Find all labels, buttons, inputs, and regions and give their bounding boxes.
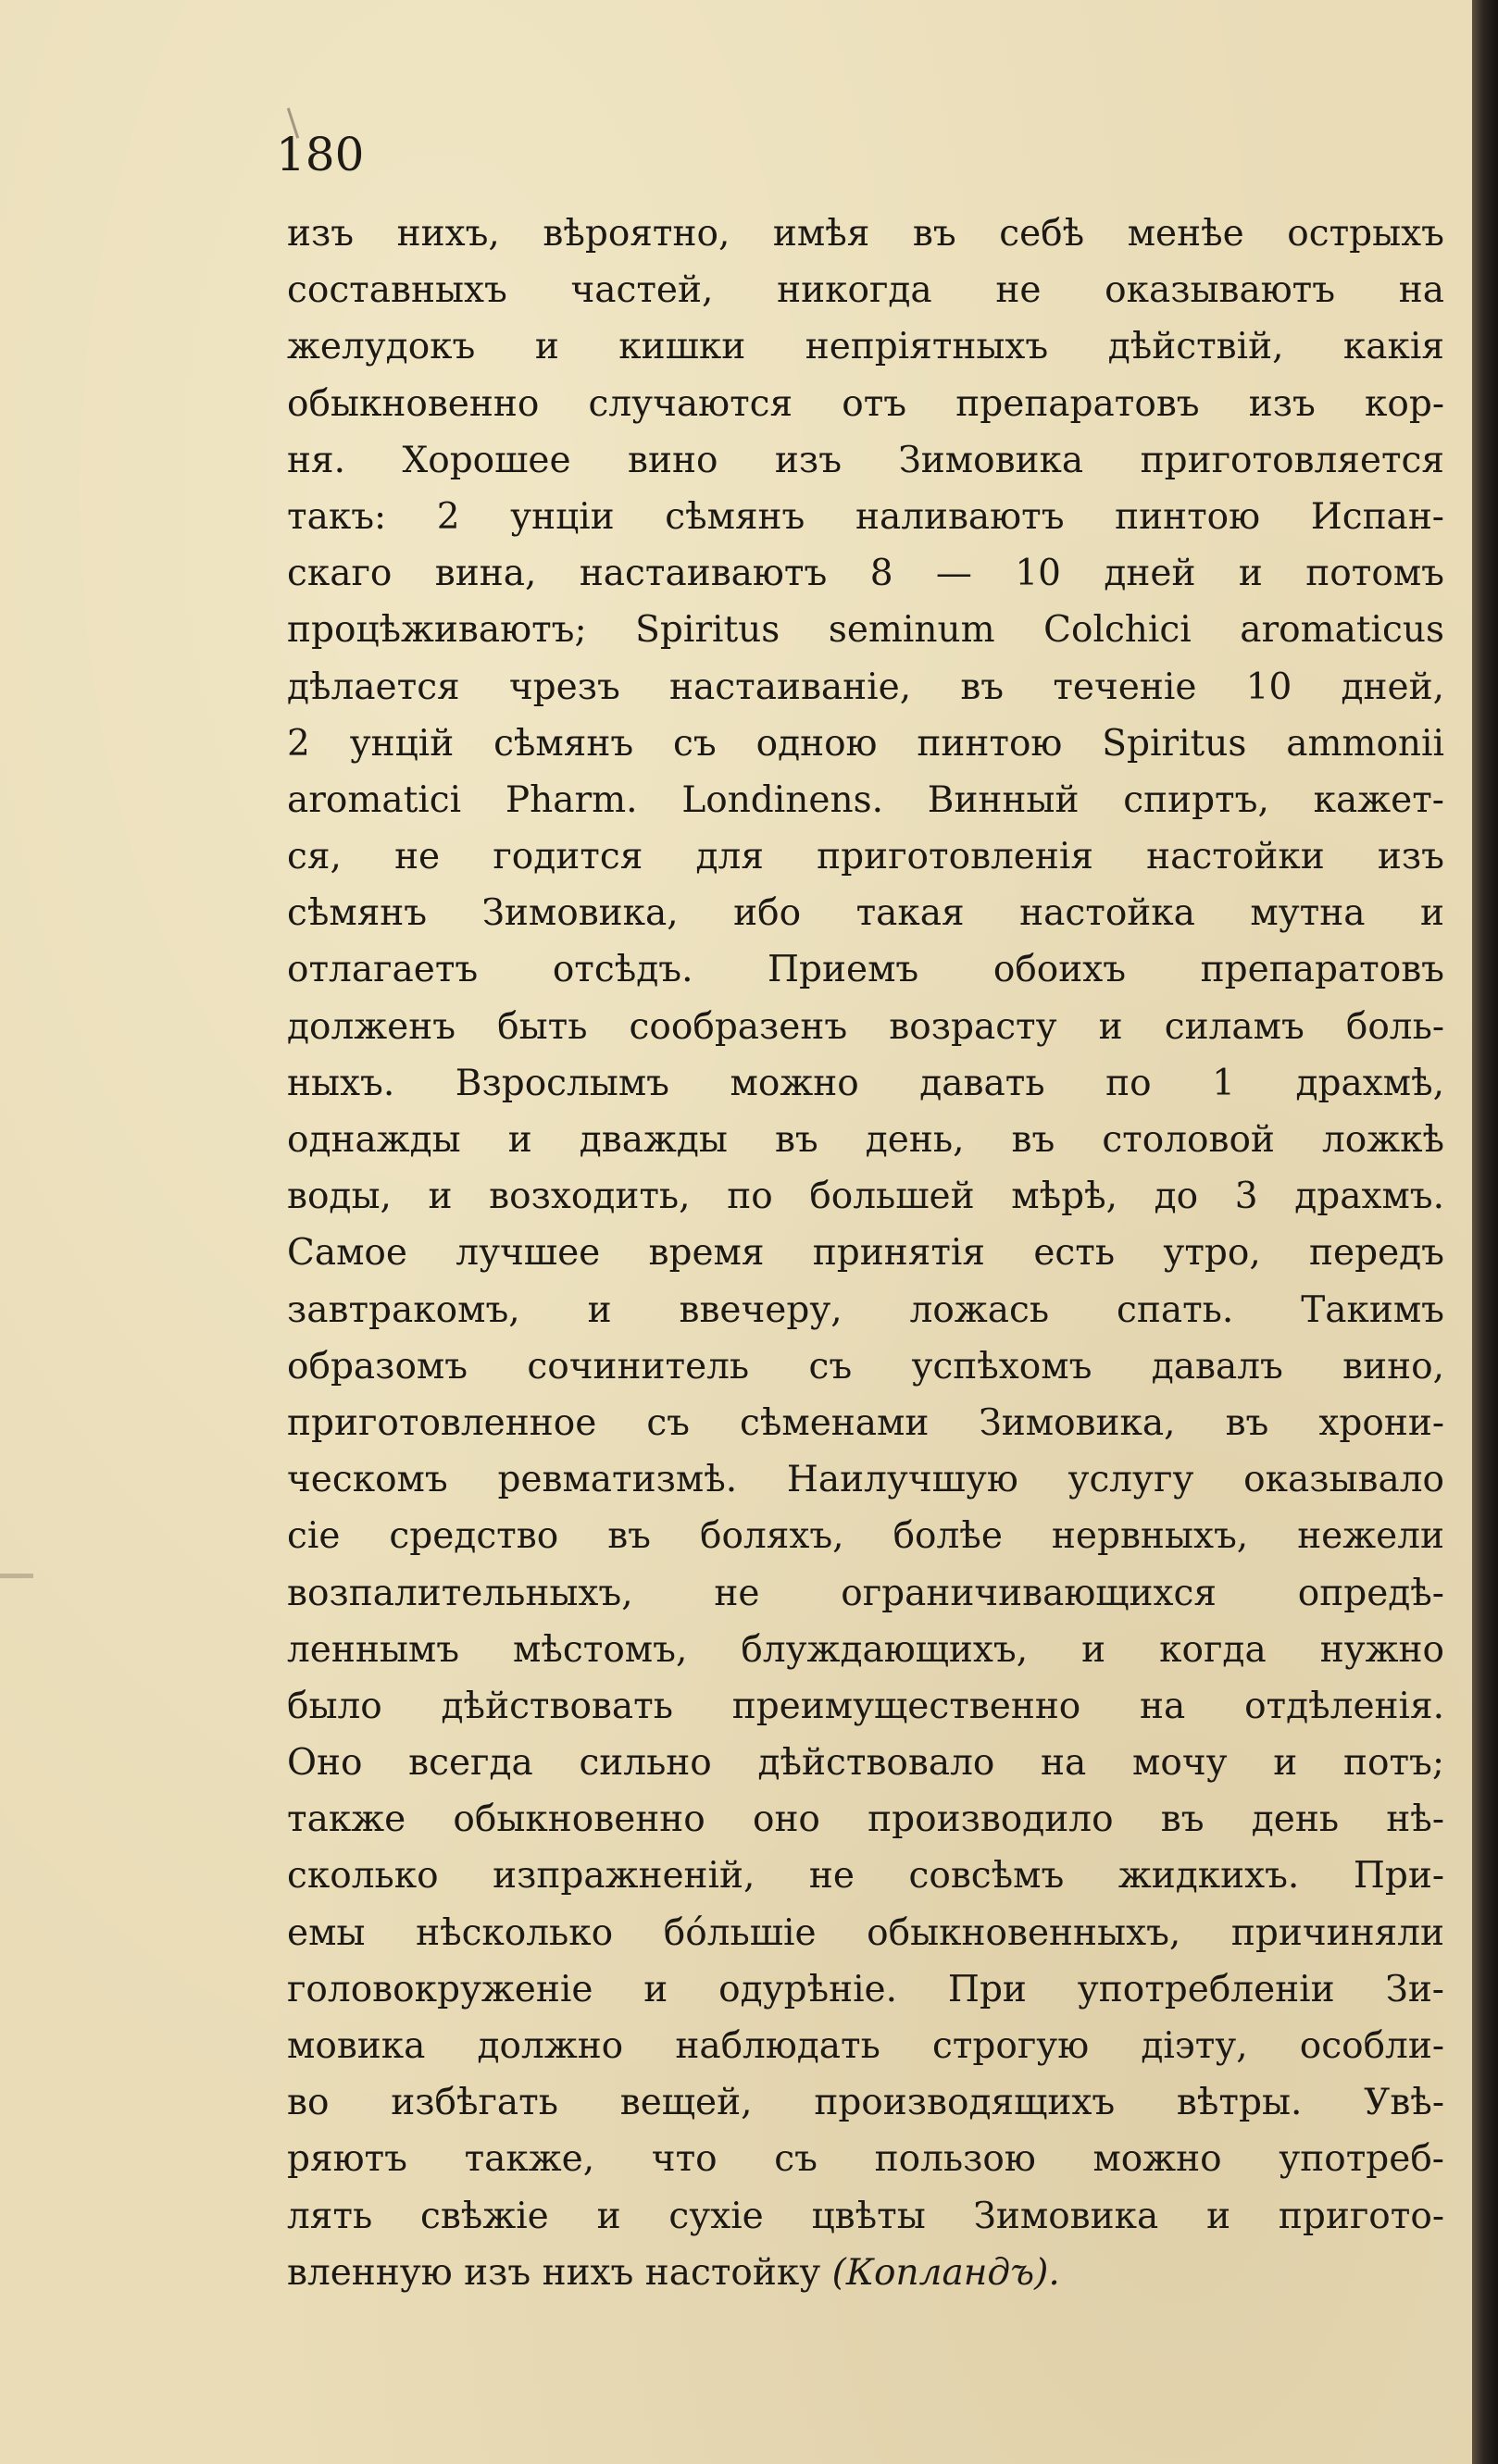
- text-line: однажды и дважды въ день, въ столовой ложкѣ: [287, 1119, 1444, 1161]
- page-number: 180: [276, 128, 365, 181]
- text-line: емы нѣсколько бо́льшіе обыкновенныхъ, причиняли: [287, 1911, 1444, 1954]
- text-line: долженъ быть сообразенъ возрасту и силамъ боль-: [287, 1005, 1444, 1048]
- text-line: отлагаетъ отсѣдъ. Приемъ обоихъ препаратовъ: [287, 949, 1444, 991]
- page-edge: [1472, 0, 1498, 2464]
- text-line: ня. Хорошее вино изъ Зимовика приготовляется: [287, 439, 1444, 481]
- text-line-last: [287, 2245, 1444, 2301]
- text-line: изъ нихъ, вѣроятно, имѣя въ себѣ менѣе острыхъ: [287, 213, 1444, 255]
- text-line: возпалительныхъ, не ограничивающихся опредѣ-: [287, 1572, 1444, 1614]
- body-text: [287, 205, 1444, 2301]
- text-line: было дѣйствовать преимущественно на отдѣленія.: [287, 1685, 1444, 1727]
- text-line: воды, и возходить, по большей мѣрѣ, до 3 драхмъ.: [287, 1176, 1444, 1218]
- text-line: 2 унцій сѣмянъ съ одною пинтою Spiritus ammonii: [287, 722, 1444, 765]
- text-line: образомъ сочинитель съ успѣхомъ давалъ вино,: [287, 1345, 1444, 1388]
- text-line: ныхъ. Взрослымъ можно давать по 1 драхмѣ,: [287, 1062, 1444, 1104]
- page-smudge: [0, 1574, 33, 1578]
- text-line: мовика должно наблюдать строгую діэту, особли-: [287, 2025, 1444, 2067]
- text-line: обыкновенно случаются отъ препаратовъ изъ кор-: [287, 382, 1444, 425]
- text-line: aromatici Pharm. Londinens. Винный спиртъ, кажет-: [287, 778, 1444, 821]
- text-line: лять свѣжіе и сухіе цвѣты Зимовика и пригото-: [287, 2195, 1444, 2237]
- text-line: скаго вина, настаиваютъ 8 — 10 дней и потомъ: [287, 553, 1444, 595]
- text-line: ряютъ также, что съ пользою можно употреб-: [287, 2138, 1444, 2181]
- text-line: такъ: 2 унціи сѣмянъ наливаютъ пинтою Испан-: [287, 495, 1444, 538]
- text-line: Самое лучшее время принятія есть утро, передъ: [287, 1232, 1444, 1275]
- text-line: составныхъ частей, никогда не оказываютъ на: [287, 269, 1444, 312]
- text-line: ся, не годится для приготовленія настойки изъ: [287, 836, 1444, 878]
- text-line: во избѣгать вещей, производящихъ вѣтры. Увѣ-: [287, 2082, 1444, 2124]
- text-line: леннымъ мѣстомъ, блуждающихъ, и когда нужно: [287, 1628, 1444, 1671]
- citation: (Копландъ).: [831, 2251, 1060, 2294]
- text-line: головокруженіе и одурѣніе. При употребленіи Зи-: [287, 1968, 1444, 2010]
- text-line: Оно всегда сильно дѣйствовало на мочу и потъ;: [287, 1742, 1444, 1785]
- text-line: дѣлается чрезъ настаиваніе, въ теченіе 10 дней,: [287, 666, 1444, 708]
- text-line: желудокъ и кишки непріятныхъ дѣйствій, какія: [287, 326, 1444, 368]
- text-line: процѣживаютъ; Spiritus seminum Colchici aromaticus: [287, 609, 1444, 652]
- text-line: сѣмянъ Зимовика, ибо такая настойка мутна и: [287, 892, 1444, 935]
- text-line: сіе средство въ боляхъ, болѣе нервныхъ, нежели: [287, 1515, 1444, 1558]
- text-line: также обыкновенно оно производило въ день нѣ-: [287, 1798, 1444, 1841]
- text-line: ческомъ ревматизмѣ. Наилучшую услугу оказывало: [287, 1459, 1444, 1501]
- text-line: приготовленное съ сѣменами Зимовика, въ хрони-: [287, 1401, 1444, 1444]
- text-line: завтракомъ, и ввечеру, ложась спать. Такимъ: [287, 1288, 1444, 1331]
- text-line: сколько изпражненій, не совсѣмъ жидкихъ. При-: [287, 1855, 1444, 1898]
- text-line-content: вленную изъ нихъ настойку: [287, 2251, 821, 2294]
